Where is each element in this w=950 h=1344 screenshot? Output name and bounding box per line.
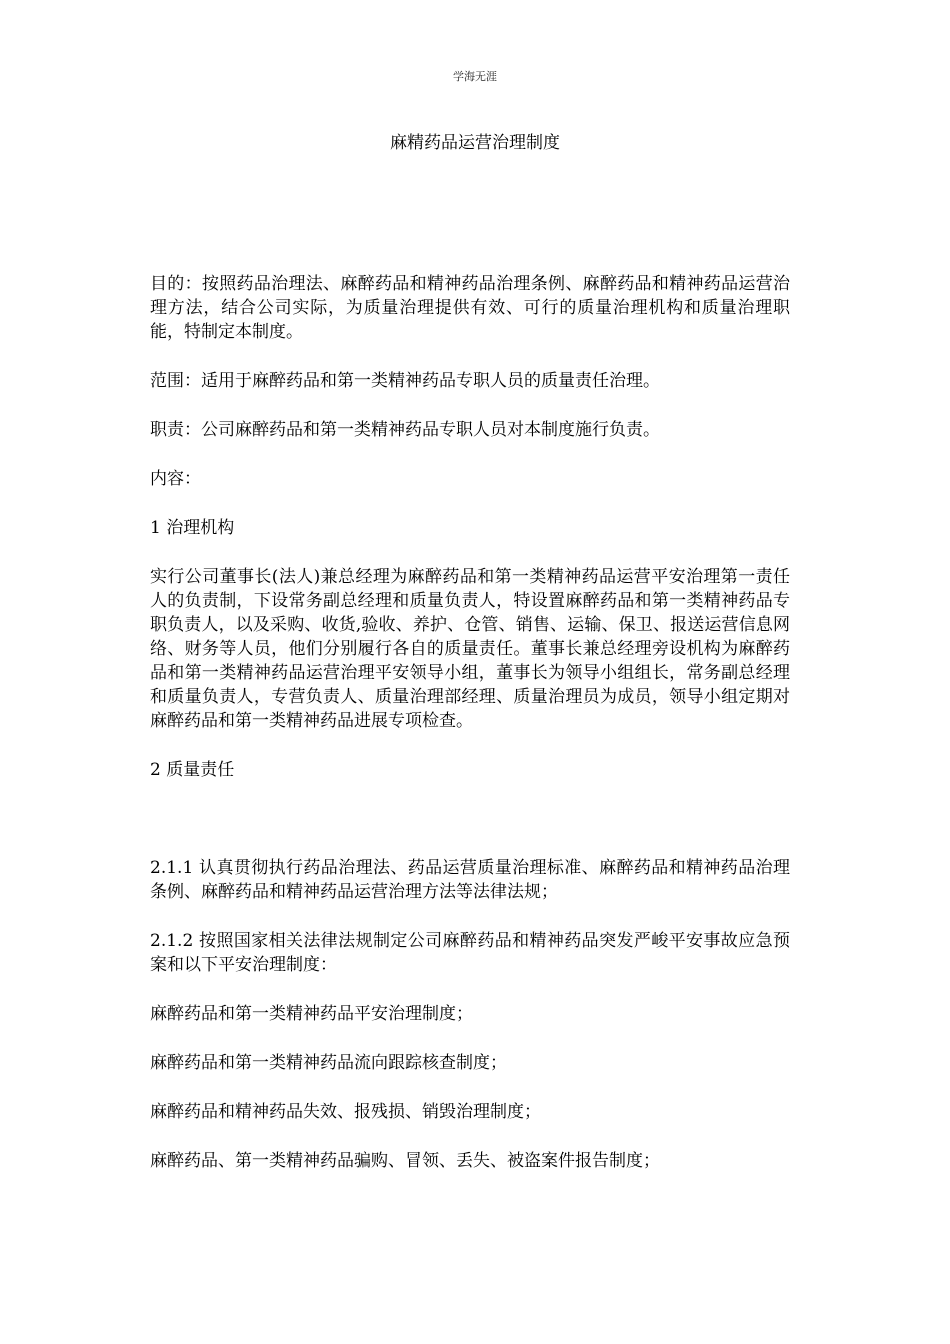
item-2-1-2: 2.1.2 按照国家相关法律法规制定公司麻醉药品和精神药品突发严峻平安事故应急预案和以下平安治理制度：: [150, 931, 790, 975]
section-2-heading: 2 质量责任: [150, 760, 235, 780]
rule-item: 麻醉药品、第一类精神药品骗购、冒领、丢失、被盗案件报告制度；: [150, 1151, 660, 1171]
scope-paragraph: 范围：适用于麻醉药品和第一类精神药品专职人员的质量责任治理。: [150, 371, 660, 391]
purpose-paragraph: 目的：按照药品治理法、麻醉药品和精神药品治理条例、麻醉药品和精神药品运营治理方法，结合公司实际，为质量治理提供有效、可行的质量治理机构和质量治理职能，特制定本制度。: [150, 274, 790, 342]
document-title: 麻精药品运营治理制度: [390, 133, 560, 153]
rule-item: 麻醉药品和精神药品失效、报残损、销毁治理制度；: [150, 1102, 541, 1122]
duty-paragraph: 职责：公司麻醉药品和第一类精神药品专职人员对本制度施行负责。: [150, 420, 660, 440]
content-label: 内容：: [150, 469, 201, 489]
item-2-1-1: 2.1.1 认真贯彻执行药品治理法、药品运营质量治理标准、麻醉药品和精神药品治理条例、麻醉药品和精神药品运营治理方法等法律法规；: [150, 858, 790, 902]
section-1-body: 实行公司董事长(法人)兼总经理为麻醉药品和第一类精神药品运营平安治理第一责任人的负责制，下设常务副总经理和质量负责人，特设置麻醉药品和第一类精神药品专职负责人，以及采购、收货,验收、养护、仓管、销售、运输、保卫、报送运营信息网络、财务等人员，他们分别履行各自的质量责任。董事长兼总经理旁设机构为麻醉药品和第一类精神药品运营治理平安领导小组，董事长为领导小组组长，常务副总经理和质量负责人，专营负责人、质量治理部经理、质量治理员为成员，领导小组定期对麻醉药品和第一类精神药品进展专项检查。: [150, 567, 790, 731]
document-body: [150, 272, 790, 1198]
section-1-heading: 1 治理机构: [150, 518, 235, 538]
rule-item: 麻醉药品和第一类精神药品流向跟踪核查制度；: [150, 1053, 507, 1073]
page-header: 学海无涯: [453, 70, 497, 83]
rule-item: 麻醉药品和第一类精神药品平安治理制度；: [150, 1004, 473, 1024]
